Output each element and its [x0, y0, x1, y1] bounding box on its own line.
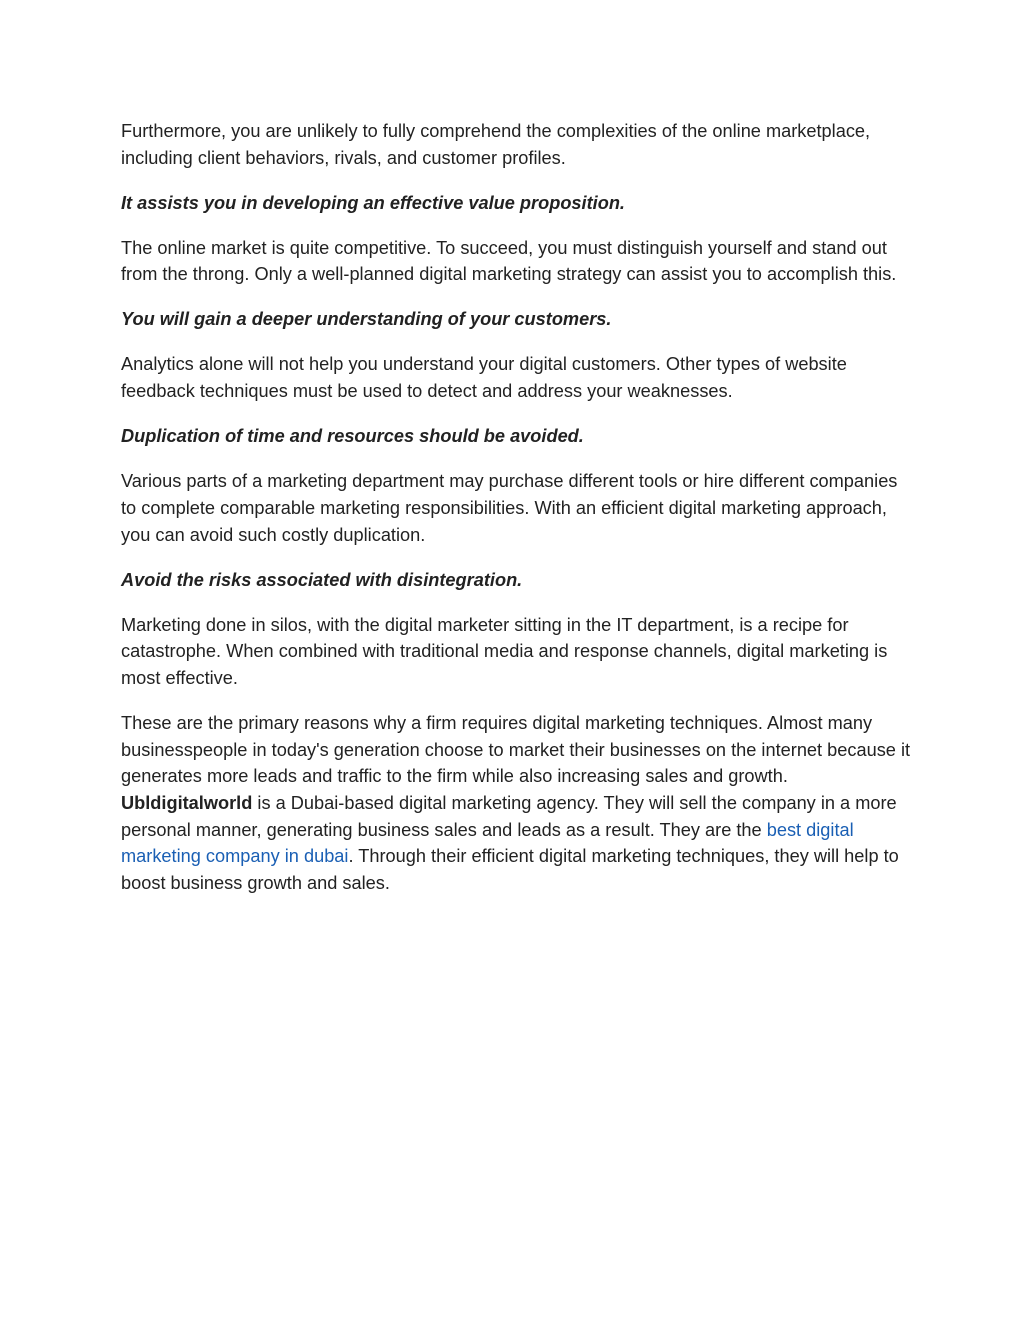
company-link[interactable]: best digital marketing company in dubai	[121, 819, 854, 867]
paragraph-marketplace: Furthermore, you are unlikely to fully comprehend the complexities of the online marketplace, including client behaviors, rivals, and customer profiles.	[121, 121, 871, 168]
heading-duplication: Duplication of time and resources should be avoided.	[121, 426, 584, 447]
paragraph-marketing-department: Various parts of a marketing department may purchase different tools or hire different companies to complete comparable marketing responsibilities. With an efficient digital marketing approach, you can avoid such costly duplication.	[121, 471, 898, 545]
paragraph-text-part3: . Through their efficient digital marketing techniques, they will help to boost business growth and sales.	[121, 846, 899, 894]
document-page	[121, 118, 911, 915]
heading-understand-customers: You will gain a deeper understanding of your customers.	[121, 309, 612, 330]
paragraph-analytics: Analytics alone will not help you understand your digital customers. Other types of website feedback techniques must be used to detect and address your weaknesses.	[121, 354, 847, 402]
brand-name: Ubldigitalworld	[121, 793, 253, 814]
paragraph-silos: Marketing done in silos, with the digital marketer sitting in the IT department, is a recipe for catastrophe. When combined with traditional media and response channels, digital marketing is most effective.	[121, 614, 888, 688]
heading-value-proposition: It assists you in developing an effective value proposition.	[121, 192, 625, 213]
heading-disintegration: Avoid the risks associated with disintegration.	[121, 569, 523, 590]
paragraph-text-part1: These are the primary reasons why a firm requires digital marketing techniques. Almost many businesspeople in today's generation choose to market their businesses on the internet because it generates more leads and traffic to the firm while also increasing sales and growth.	[121, 712, 911, 787]
paragraph-primary-reasons	[121, 710, 911, 897]
paragraph-text-part2: is a Dubai-based digital marketing agency. They will sell the company in a more personal manner, generating business sales and leads as a result. They are the	[121, 793, 897, 840]
paragraph-competitive-market: The online market is quite competitive. To succeed, you must distinguish yourself and stand out from the throng. Only a well-planned digital marketing strategy can assist you to accomplish this.	[121, 237, 897, 285]
